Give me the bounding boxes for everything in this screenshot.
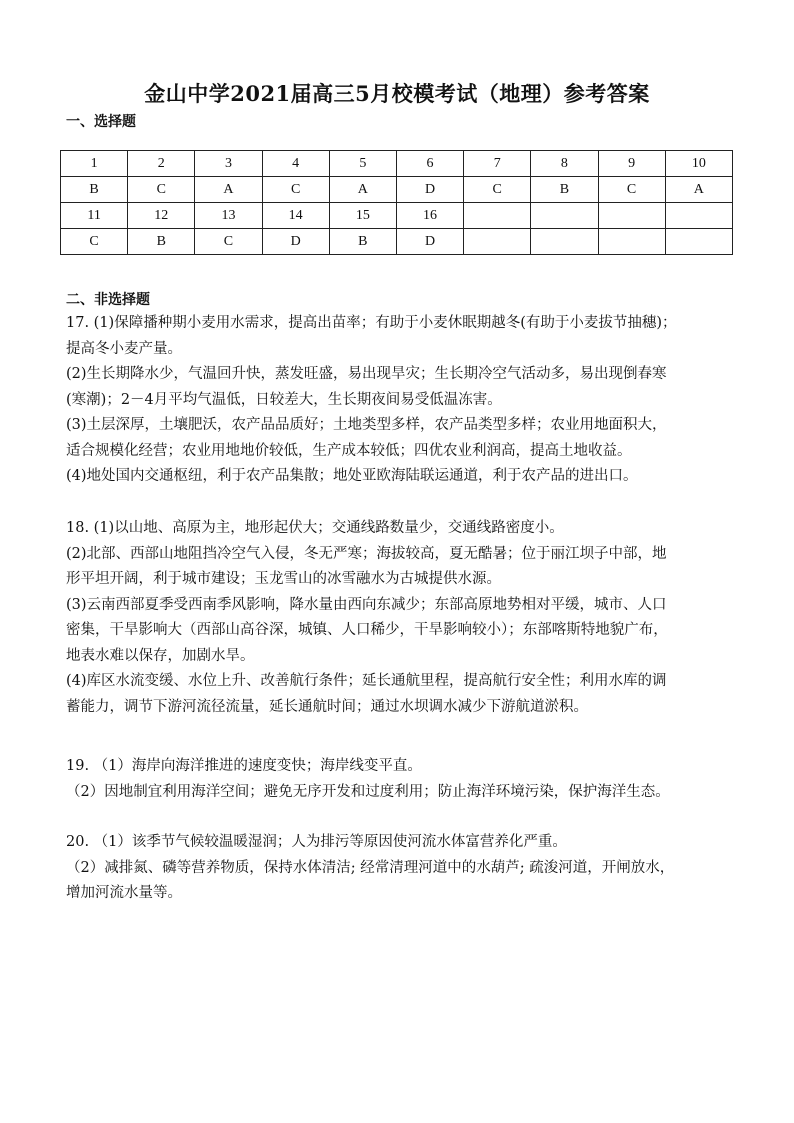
answer-line: (3)云南西部夏季受西南季风影响，降水量由西向东减少；东部高原地势相对平缓，城市、人口 (66, 596, 667, 613)
table-cell (598, 203, 665, 229)
table-cell: 4 (262, 151, 329, 177)
table-row (61, 229, 733, 255)
answer-line: (寒潮)；2－4月平均气温低，日较差大，生长期夜间易受低温冻害。 (66, 391, 502, 408)
table-cell (665, 203, 732, 229)
table-cell (464, 229, 531, 255)
answer-line: (4)地处国内交通枢纽，利于农产品集散；地处亚欧海陆联运通道，利于农产品的进出口。 (66, 468, 638, 484)
table-cell: 14 (262, 203, 329, 229)
table-cell: D (396, 229, 463, 255)
section-heading-multiple-choice: 一、选择题 (66, 114, 136, 130)
table-row (61, 177, 733, 203)
answer-line: 密集，干旱影响大（西部山高谷深，城镇、人口稀少，干旱影响较小）；东部喀斯特地貌广布， (66, 622, 668, 638)
answer-table (60, 150, 733, 255)
table-cell: 15 (329, 203, 396, 229)
section-heading-non-choice: 二、非选择题 (66, 292, 150, 308)
answer-line: 20. （1）该季节气候较温暖湿润；人为排污等原因使河流水体富营养化严重。 (66, 834, 567, 850)
table-cell: C (598, 177, 665, 203)
question-19-answer (66, 754, 742, 805)
answer-line: 19. （1）海岸向海洋推进的速度变快；海岸线变平直。 (66, 758, 422, 774)
answer-line: 蓄能力，调节下游河流径流量，延长通航时间；通过水坝调水减少下游航道淤积。 (66, 698, 588, 715)
table-cell: 6 (396, 151, 463, 177)
table-cell (531, 229, 598, 255)
table-cell: A (665, 177, 732, 203)
question-20-answer (66, 830, 742, 907)
answer-line: 形平坦开阔，利于城市建设；玉龙雪山的冰雪融水为古城提供水源。 (66, 571, 501, 587)
table-row (61, 151, 733, 177)
answer-line: 提高冬小麦产量。 (66, 340, 182, 357)
table-cell: A (329, 177, 396, 203)
table-cell (665, 229, 732, 255)
answer-line: 增加河流水量等。 (66, 885, 182, 901)
answer-line: （2）减排氮、磷等营养物质，保持水体清洁; 经常清理河道中的水葫芦; 疏浚河道，开闸放水， (66, 859, 675, 876)
table-cell: C (128, 177, 195, 203)
table-cell: 16 (396, 203, 463, 229)
answer-line: 18. (1)以山地、高原为主，地形起伏大；交通线路数量少，交通线路密度小。 (66, 520, 564, 536)
table-cell: 1 (61, 151, 128, 177)
answer-line: (2)北部、西部山地阻挡冷空气入侵，冬无严寒；海拔较高，夏无酷暑；位于丽江坝子中部，地 (66, 545, 667, 562)
table-cell: D (396, 177, 463, 203)
table-cell: B (329, 229, 396, 255)
answer-line: (3)土层深厚，土壤肥沃，农产品品质好；土地类型多样，农产品类型多样；农业用地面积大， (66, 417, 667, 433)
table-row (61, 203, 733, 229)
table-cell: B (128, 229, 195, 255)
table-cell (531, 203, 598, 229)
table-cell: B (61, 177, 128, 203)
table-cell: C (464, 177, 531, 203)
question-17-answer (66, 311, 742, 490)
answer-line: （2）因地制宜利用海洋空间；避免无序开发和过度利用；防止海洋环境污染，保护海洋生态。 (66, 783, 670, 800)
table-cell: 13 (195, 203, 262, 229)
table-cell: 8 (531, 151, 598, 177)
table-cell: 3 (195, 151, 262, 177)
table-cell: D (262, 229, 329, 255)
page-title: 金山中学2021届高三5月校模考试（地理）参考答案 (144, 81, 650, 106)
table-cell (598, 229, 665, 255)
table-cell: C (262, 177, 329, 203)
answer-line: 17. (1)保障播种期小麦用水需求，提高出苗率；有助于小麦休眠期越冬(有助于小麦拔节抽穗)； (66, 315, 677, 331)
table-cell: 12 (128, 203, 195, 229)
table-cell: 7 (464, 151, 531, 177)
table-cell: C (195, 229, 262, 255)
table-cell: 2 (128, 151, 195, 177)
table-cell (464, 203, 531, 229)
answer-line: 地表水难以保存，加剧水旱。 (66, 647, 255, 664)
table-cell: 10 (665, 151, 732, 177)
table-cell: 11 (61, 203, 128, 229)
table-cell: 5 (329, 151, 396, 177)
table-cell: A (195, 177, 262, 203)
answer-line: (4)库区水流变缓、水位上升、改善航行条件；延长通航里程，提高航行安全性；利用水库的调 (66, 673, 667, 689)
answer-line: 适合规模化经营；农业用地地价较低，生产成本较低；四优农业利润高，提高土地收益。 (66, 442, 632, 459)
table-cell: C (61, 229, 128, 255)
answer-line: (2)生长期降水少，气温回升快，蒸发旺盛，易出现旱灾；生长期冷空气活动多，易出现倒春寒 (66, 366, 667, 382)
table-cell: B (531, 177, 598, 203)
question-18-answer (66, 516, 742, 720)
table-cell: 9 (598, 151, 665, 177)
